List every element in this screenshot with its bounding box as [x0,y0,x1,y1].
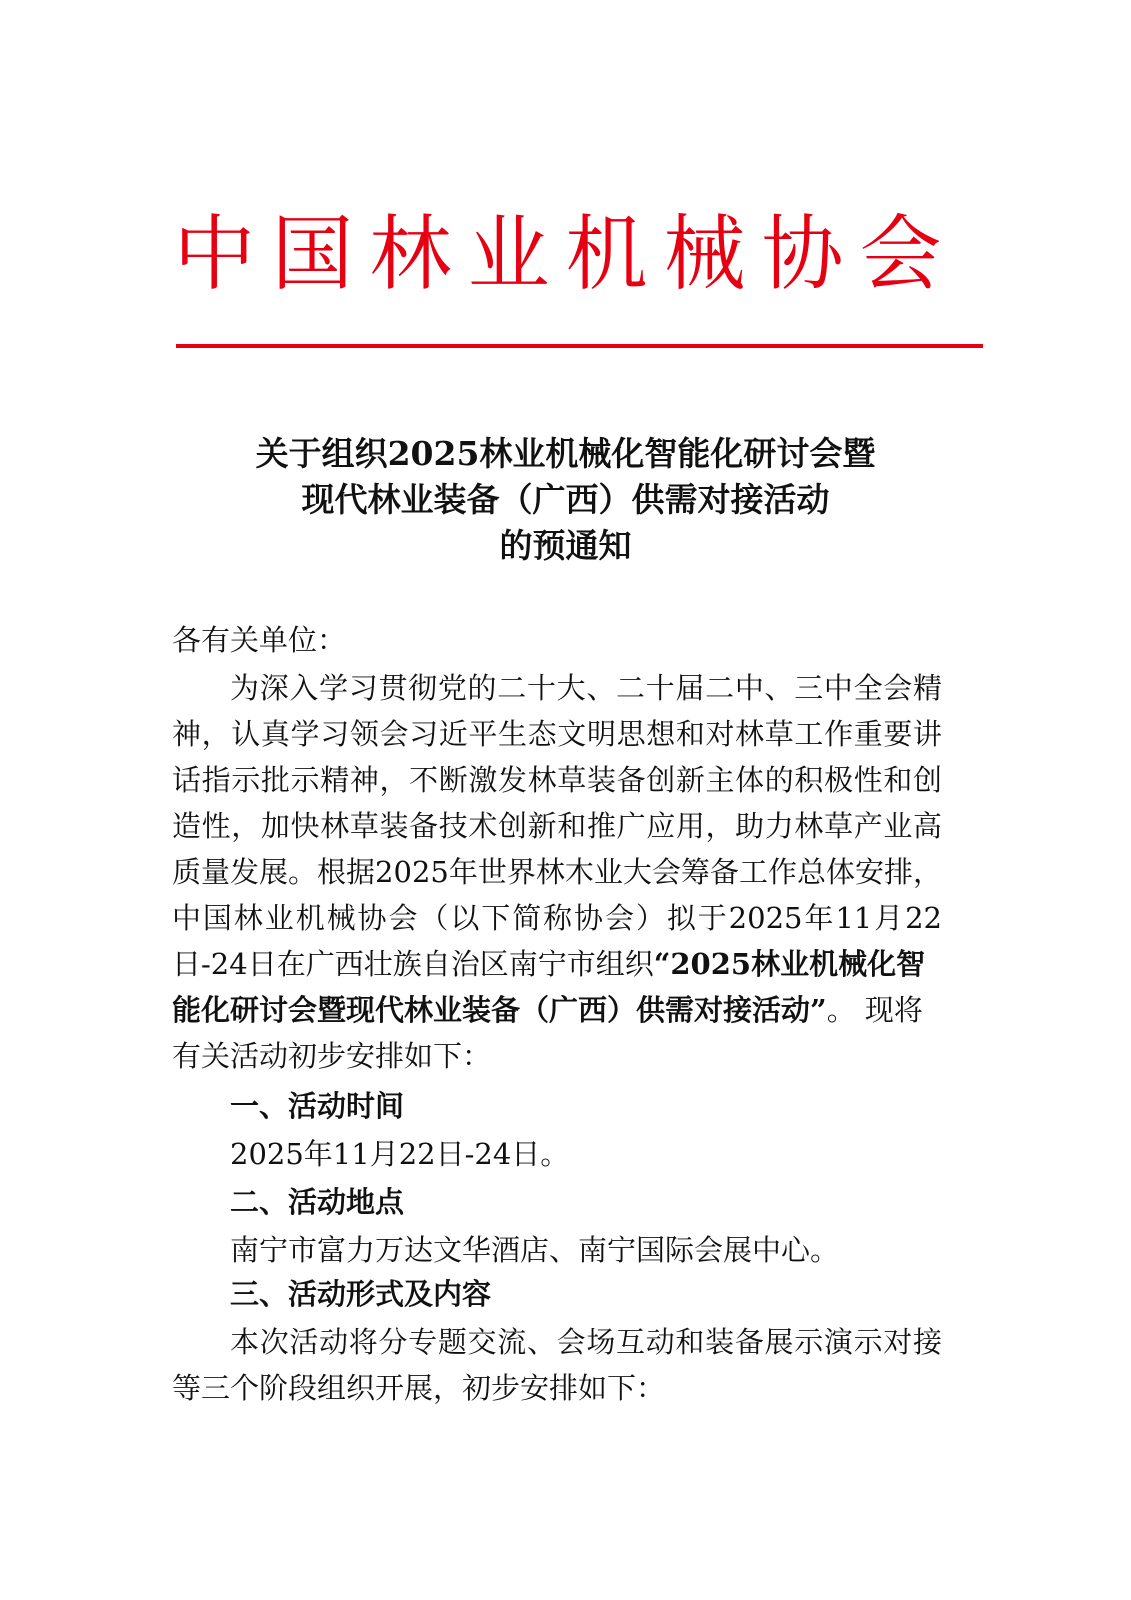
salutation: 各有关单位： [172,623,347,657]
paragraph-line: 中国林业机械协会（以下简称协会）拟于2025年11月22 [172,901,942,935]
section-heading-time: 一、活动时间 [230,1089,405,1123]
header-divider [176,344,983,348]
paragraph-line: 为深入学习贯彻党的二十大、二十届二中、三中全会精 [230,671,942,705]
paragraph-line: 话指示批示精神，不断激发林草装备创新主体的积极性和创 [172,763,942,797]
document-title-line-2: 现代林业装备（广西）供需对接活动 [301,480,830,519]
section-heading-format: 三、活动形式及内容 [230,1277,492,1311]
document-title-line-3: 的预通知 [499,526,632,565]
paragraph-text: 。 现将 [826,993,923,1027]
section-text-format: 本次活动将分专题交流、会场互动和装备展示演示对接 [230,1325,942,1359]
section-text-time: 2025年11月22日-24日。 [230,1137,570,1171]
section-heading-location: 二、活动地点 [230,1185,405,1219]
paragraph-line: 有关活动初步安排如下： [172,1039,492,1073]
section-text-format: 等三个阶段组织开展，初步安排如下： [172,1371,666,1405]
event-name-bold: “2025林业机械化智 [653,947,926,981]
section-text-location: 南宁市富力万达文华酒店、南宁国际会展中心。 [230,1233,840,1267]
paragraph-line-mixed [172,944,942,984]
paragraph-text: 日-24日在广西壮族自治区南宁市组织 [172,947,654,981]
event-name-bold: 能化研讨会暨现代林业装备（广西）供需对接活动” [172,993,827,1027]
paragraph-line: 神，认真学习领会习近平生态文明思想和对林草工作重要讲 [172,717,942,751]
paragraph-line: 造性，加快林草装备技术创新和推广应用，助力林草产业高 [172,809,942,843]
document-title-line-1: 关于组织2025林业机械化智能化研讨会暨 [255,434,876,473]
organization-header: 中国林业机械协会 [173,207,958,302]
paragraph-line-mixed [172,990,942,1030]
paragraph-line: 质量发展。根据2025年世界林木业大会筹备工作总体安排， [172,855,942,889]
